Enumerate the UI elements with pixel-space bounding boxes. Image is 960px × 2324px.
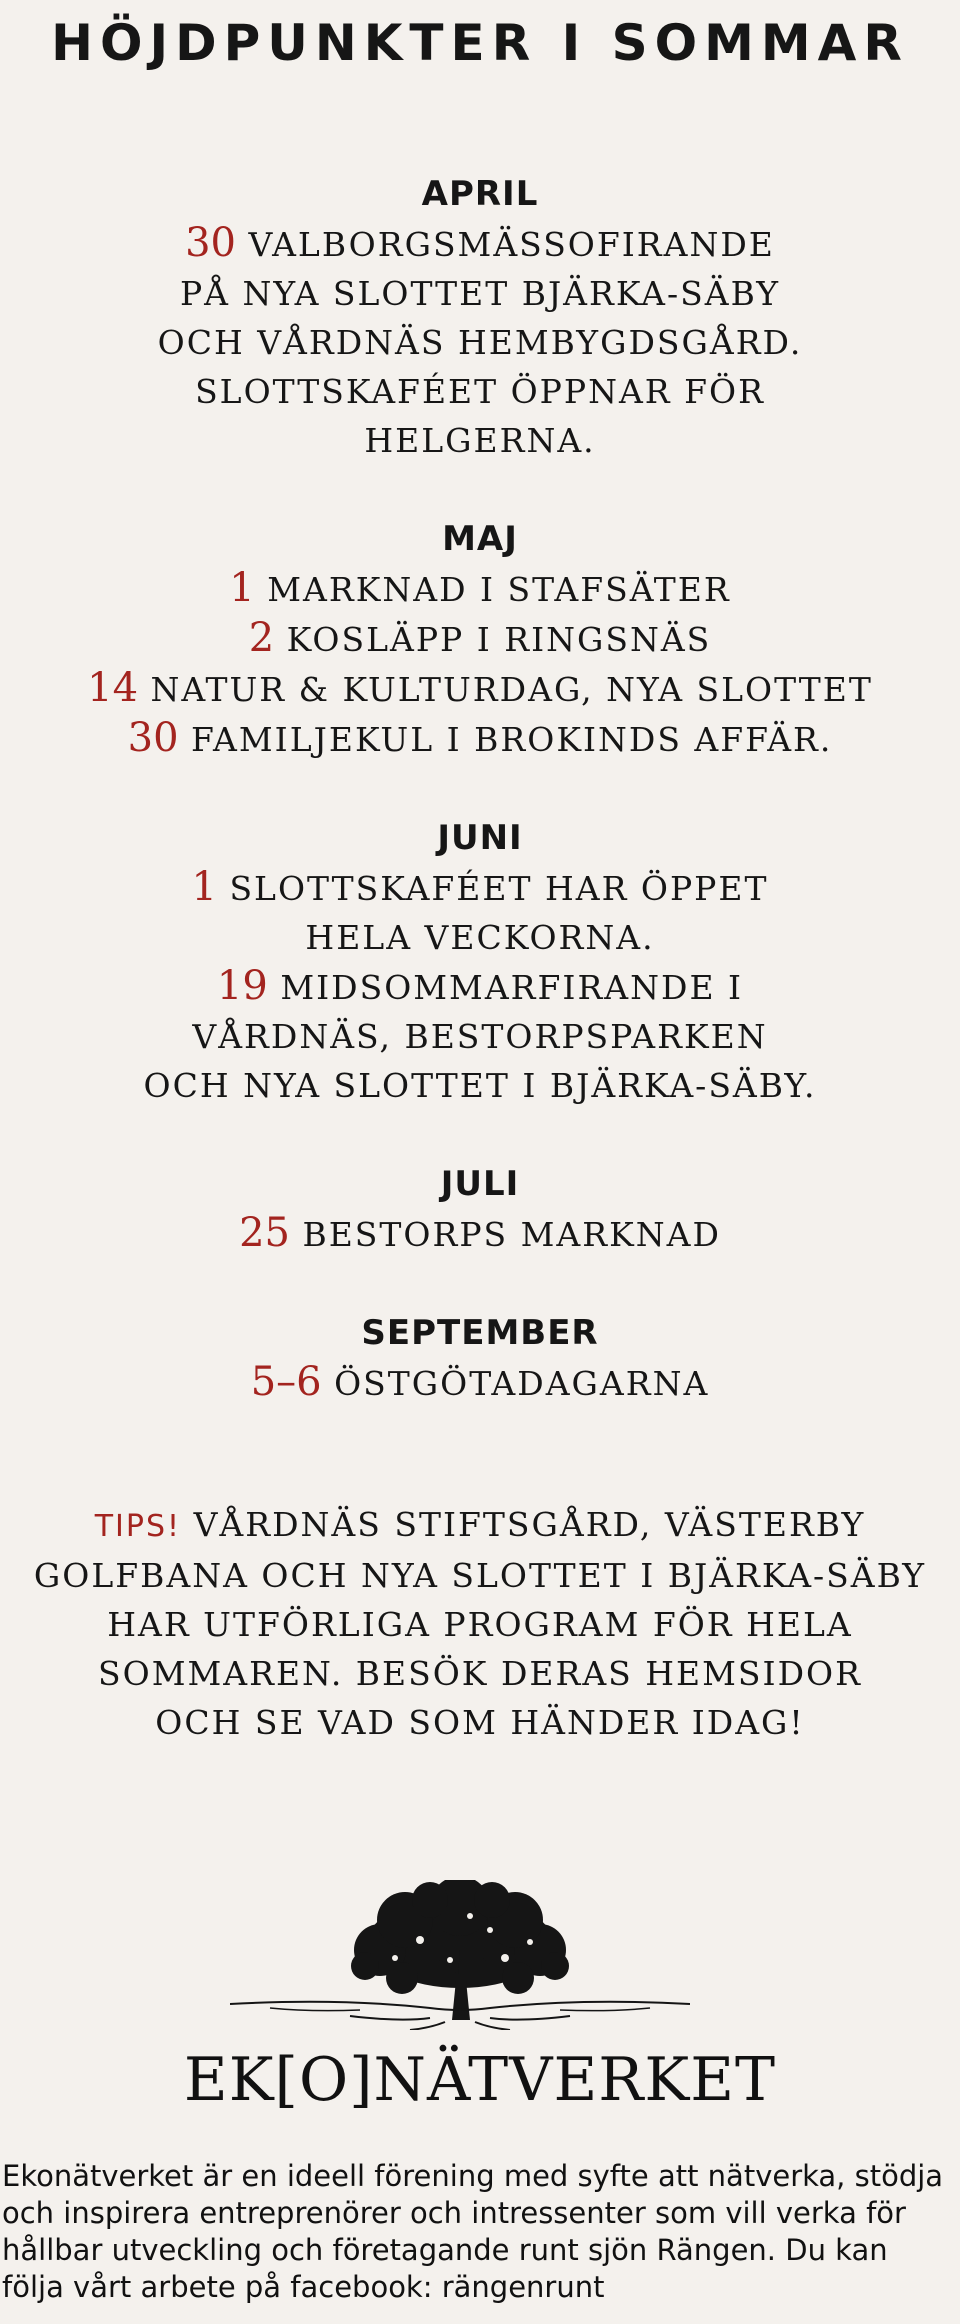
- event-text: MIDSOMMARFIRANDE I: [280, 968, 744, 1007]
- tips-label: TIPS!: [94, 1509, 182, 1544]
- event-line: [0, 962, 960, 1012]
- tree-icon: [230, 1880, 690, 2030]
- tips-text: HAR UTFÖRLIGA PROGRAM FÖR HELA: [107, 1605, 853, 1644]
- event-text: KOSLÄPP I RINGSNÄS: [286, 620, 712, 659]
- event-text: OCH NYA SLOTTET I BJÄRKA-SÄBY.: [143, 1066, 817, 1105]
- event-date: 1: [191, 864, 217, 910]
- event-line: [0, 664, 960, 714]
- month-block: [0, 170, 960, 465]
- tips-text: GOLFBANA OCH NYA SLOTTET I BJÄRKA-SÄBY: [33, 1556, 927, 1595]
- page-title: HÖJDPUNKTER I SOMMAR: [51, 14, 909, 72]
- event-date: 30: [185, 220, 236, 266]
- event-text: SLOTTSKAFÉET ÖPPNAR FÖR: [195, 372, 765, 411]
- about-text: Ekonätverket är en ideell förening med syfte att nätverka, stödja och inspirera entreprenörer och intressenter som vill verka för hållbar utveckling och företagande runt sjön Rängen. Du kan följa vårt arbete på facebook: rängenrunt: [2, 2159, 944, 2304]
- event-line: [0, 269, 960, 318]
- event-text: NATUR & KULTURDAG, NYA SLOTTET: [150, 670, 873, 709]
- tips-text: SOMMAREN. BESÖK DERAS HEMSIDOR: [98, 1654, 862, 1693]
- tips-line: [0, 1698, 960, 1747]
- logo-wordmark: EK[O]NÄTVERKET: [183, 2045, 777, 2115]
- event-line: [0, 714, 960, 764]
- event-line: [0, 1209, 960, 1259]
- event-date: 2: [248, 615, 275, 661]
- month-block: [0, 1160, 960, 1259]
- events-list: [0, 170, 960, 1458]
- month-block: [0, 1309, 960, 1408]
- event-text: HELGERNA.: [364, 421, 596, 460]
- event-line: [0, 913, 960, 962]
- month-block: [0, 515, 960, 764]
- tips-line: [0, 1551, 960, 1600]
- event-line: [0, 863, 960, 913]
- event-date: 19: [216, 963, 268, 1009]
- event-text: HELA VECKORNA.: [305, 918, 655, 957]
- tips-line: [0, 1500, 960, 1551]
- month-name: JUNI: [437, 818, 523, 858]
- event-line: [0, 416, 960, 465]
- event-date: 1: [229, 565, 255, 611]
- event-text: OCH VÅRDNÄS HEMBYGDSGÅRD.: [157, 323, 803, 362]
- month-name: APRIL: [421, 174, 539, 214]
- event-line: [0, 219, 960, 269]
- event-date: 25: [239, 1210, 290, 1256]
- event-line: [0, 1012, 960, 1061]
- event-text: BESTORPS MARKNAD: [302, 1215, 721, 1254]
- event-line: [0, 614, 960, 664]
- event-line: [0, 1358, 960, 1408]
- event-line: [0, 367, 960, 416]
- event-text: FAMILJEKUL I BROKINDS AFFÄR.: [191, 720, 833, 759]
- event-text: VALBORGSMÄSSOFIRANDE: [248, 225, 775, 264]
- tips-line: [0, 1600, 960, 1649]
- event-date: 30: [127, 715, 179, 761]
- event-line: [0, 318, 960, 367]
- tips-text: VÅRDNÄS STIFTSGÅRD, VÄSTERBY: [193, 1505, 866, 1544]
- event-date: 14: [87, 665, 139, 711]
- month-block: [0, 814, 960, 1110]
- month-name: SEPTEMBER: [361, 1313, 599, 1353]
- event-text: MARKNAD I STAFSÄTER: [267, 570, 731, 609]
- event-text: VÅRDNÄS, BESTORPSPARKEN: [192, 1017, 768, 1056]
- month-name: MAJ: [442, 519, 518, 559]
- tips-section: [0, 1500, 960, 1747]
- event-line: [0, 1061, 960, 1110]
- month-name: JULI: [440, 1164, 520, 1204]
- event-text: SLOTTSKAFÉET HAR ÖPPET: [229, 869, 769, 908]
- event-line: [0, 564, 960, 614]
- event-date: 5–6: [250, 1359, 322, 1405]
- event-text: ÖSTGÖTADAGARNA: [334, 1364, 710, 1403]
- tips-line: [0, 1649, 960, 1698]
- tips-text: OCH SE VAD SOM HÄNDER IDAG!: [155, 1703, 805, 1742]
- event-text: PÅ NYA SLOTTET BJÄRKA-SÄBY: [179, 274, 781, 313]
